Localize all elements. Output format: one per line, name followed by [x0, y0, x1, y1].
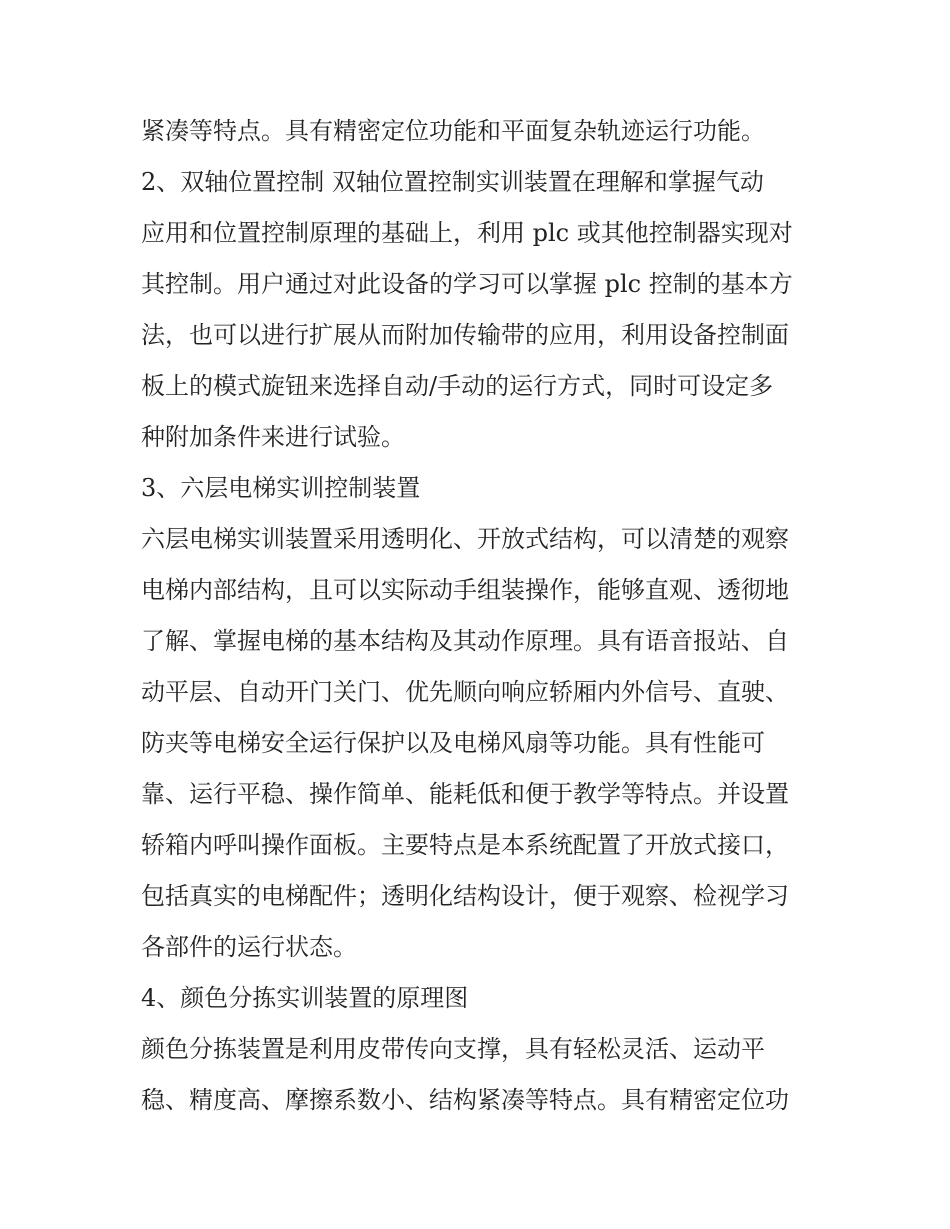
text-line: 六层电梯实训装置采用透明化、开放式结构，可以清楚的观察	[141, 525, 789, 553]
text-line: 各部件的运行状态。	[141, 933, 357, 961]
text-line: 颜色分拣装置是利用皮带传向支撑，具有轻松灵活、运动平	[141, 1035, 765, 1063]
text-line: 法，也可以进行扩展从而附加传输带的应用，利用设备控制面	[141, 321, 789, 349]
section-heading-4: 4、颜色分拣实训装置的原理图	[141, 984, 469, 1012]
text-line: 电梯内部结构，且可以实际动手组装操作，能够直观、透彻地	[141, 576, 789, 604]
text-line: 种附加条件来进行试验。	[141, 423, 405, 451]
document-body	[141, 106, 821, 1126]
text-line: 紧凑等特点。具有精密定位功能和平面复杂轨迹运行功能。	[141, 117, 765, 145]
text-line: 其控制。用户通过对此设备的学习可以掌握 plc 控制的基本方	[141, 270, 793, 298]
section-heading-3: 3、六层电梯实训控制装置	[141, 474, 421, 502]
text-line: 靠、运行平稳、操作简单、能耗低和便于教学等特点。并设置	[141, 780, 789, 808]
section-heading-2: 2、双轴位置控制 双轴位置控制实训装置在理解和掌握气动	[141, 168, 764, 196]
text-line: 防夹等电梯安全运行保护以及电梯风扇等功能。具有性能可	[141, 729, 765, 757]
text-line: 应用和位置控制原理的基础上，利用 plc 或其他控制器实现对	[141, 219, 793, 247]
text-line: 包括真实的电梯配件；透明化结构设计，便于观察、检视学习	[141, 882, 789, 910]
text-line: 板上的模式旋钮来选择自动/手动的运行方式，同时可设定多	[141, 372, 774, 400]
text-line: 稳、精度高、摩擦系数小、结构紧凑等特点。具有精密定位功	[141, 1086, 789, 1114]
text-line: 动平层、自动开门关门、优先顺向响应轿厢内外信号、直驶、	[141, 678, 789, 706]
text-line: 了解、掌握电梯的基本结构及其动作原理。具有语音报站、自	[141, 627, 789, 655]
text-line: 轿箱内呼叫操作面板。主要特点是本系统配置了开放式接口，	[141, 831, 789, 859]
